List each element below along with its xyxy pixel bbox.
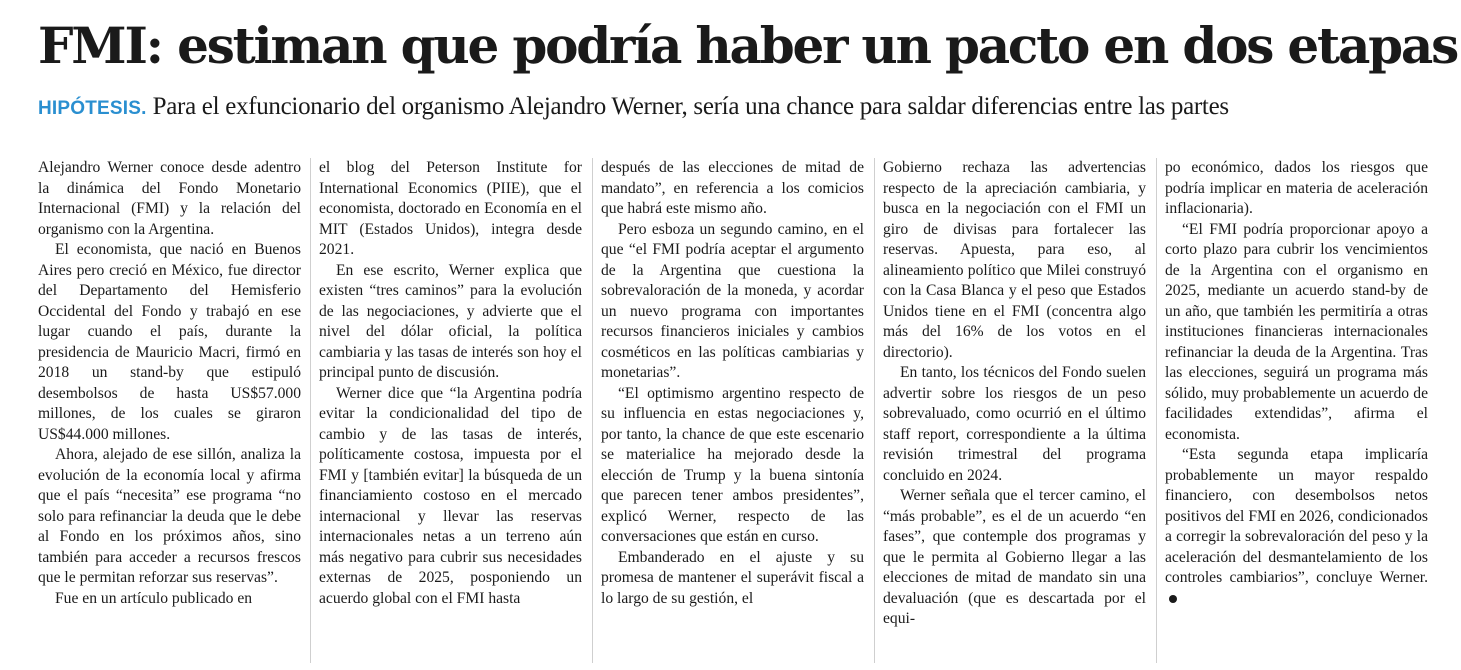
paragraph [1165, 445, 1428, 609]
column-1 [38, 158, 301, 663]
paragraph: Embanderado en el ajuste y su promesa de mantener el superávit fiscal a lo largo de su gestión, el [601, 548, 864, 607]
end-of-article-mark [1169, 595, 1177, 603]
paragraph: po económico, dados los riesgos que podría implicar en materia de aceleración inflacionaria). [1165, 159, 1428, 217]
article-kicker: HIPÓTESIS. [38, 98, 147, 119]
paragraph: Pero esboza un segundo camino, en el que “el FMI podría aceptar el argumento de la Argentina que cuestiona la sobrevaloración de la moneda, y acordar un nuevo programa con importantes recursos financieros iniciales y cambios cosméticos en las políticas cambiarias y monetarias”. [601, 220, 864, 381]
paragraph: Werner señala que el tercer camino, el “más probable”, es el de un acuerdo “en fases”, que contemple dos programas y que le permita al Gobierno llegar a las elecciones de mitad de mandato sin una devaluación (que es descartada por el equi- [883, 487, 1146, 627]
article-subheadline [38, 91, 1448, 125]
column-3 [601, 158, 864, 663]
paragraph: Fue en un artículo publicado en [55, 589, 253, 607]
column-divider [592, 158, 593, 663]
paragraph: Alejandro Werner conoce desde adentro la dinámica del Fondo Monetario Internacional (FMI) y la relación del organismo con la Argentina. [38, 159, 301, 238]
column-divider [1156, 158, 1157, 663]
subheadline-text: Para el exfuncionario del organismo Alejandro Werner, sería una chance para saldar diferencias entre las partes [152, 93, 1229, 120]
column-4 [883, 158, 1146, 663]
column-divider [310, 158, 311, 663]
paragraph: En tanto, los técnicos del Fondo suelen advertir sobre los riesgos de un peso sobrevaluado, como ocurrió en el último staff report, correspondiente a la última revisión trimestral del programa concluido en 2024. [883, 364, 1146, 484]
paragraph: “El optimismo argentino respecto de su influencia en estas negociaciones y, por tanto, la chance de que este escenario se materialice ha mejorado desde la elección de Trump y la buena sintonía que parecen tener ambos presidentes”, explicó Werner, respecto de las conversaciones que están en curso. [601, 384, 864, 545]
paragraph: En ese escrito, Werner explica que existen “tres caminos” para la evolución de las negociaciones, y advierte que el nivel del dólar oficial, la política cambiaria y las tasas de interés son hoy el principal punto de discusión. [319, 261, 582, 381]
paragraph: el blog del Peterson Institute for International Economics (PIIE), que el economista, doctorado en Economía en el MIT (Estados Unidos), integra desde 2021. [319, 159, 582, 258]
paragraph: Ahora, alejado de ese sillón, analiza la evolución de la economía local y afirma que el país “necesita” ese programa “no solo para refinanciar la deuda que le debe al Fondo en los próximos años, sino también para acceder a recursos frescos que le permitan reforzar sus reservas”. [38, 446, 301, 586]
paragraph: Gobierno rechaza las advertencias respecto de la apreciación cambiaria, y busca en la negociación con el FMI un giro de divisas para fortalecer las reservas. Apuesta, para eso, al alineamiento político que Milei construyó con la Casa Blanca y el peso que Estados Unidos tiene en el FMI (concentra algo más del 16% de los votos en el directorio). [883, 159, 1146, 361]
paragraph: después de las elecciones de mitad de mandato”, en referencia a los comicios que habrá este mismo año. [601, 159, 864, 217]
paragraph: El economista, que nació en Buenos Aires pero creció en México, fue director del Departamento del Hemisferio Occidental del Fondo y trabajó en ese lugar cuando el país, durante la presidencia de Mauricio Macri, firmó en 2018 un stand-by que estipuló desembolsos de hasta US$57.000 millones, de los cuales se giraron US$44.000 millones. [38, 241, 301, 443]
column-5 [1165, 158, 1428, 663]
paragraph-text: “Esta segunda etapa implicaría probablemente un mayor respaldo financiero, con desembolsos netos positivos del FMI en 2026, condicionados a corregir la sobrevaloración del peso y la aceleración del desmantelamiento de los controles cambiarios”, concluye Werner. [1165, 446, 1428, 586]
column-divider [874, 158, 875, 663]
paragraph: “El FMI podría proporcionar apoyo a corto plazo para cubrir los vencimientos de la Argentina con el organismo en 2025, mediante un acuerdo stand-by de un año, que también les permitiría a otras instituciones financieras internacionales refinanciar la deuda de la Argentina. Tras las elecciones, seguirá un programa más sólido, muy probablemente un acuerdo de facilidades extendidas”, afirma el economista. [1165, 220, 1428, 443]
paragraph: Werner dice que “la Argentina podría evitar la condicionalidad del tipo de cambio y de las tasas de interés, políticamente costosa, impuesta por el FMI y [también evitar] la búsqueda de un financiamiento costoso en el mercado internacional y llevar las reservas internacionales netas a un terreno aún más negativo para cubrir sus necesidades externas de 2025, posponiendo un acuerdo global con el FMI hasta [319, 384, 582, 607]
article-body [38, 158, 1428, 663]
article-headline: FMI: estiman que podría haber un pacto en dos etapas [38, 16, 1458, 75]
column-2 [319, 158, 582, 663]
